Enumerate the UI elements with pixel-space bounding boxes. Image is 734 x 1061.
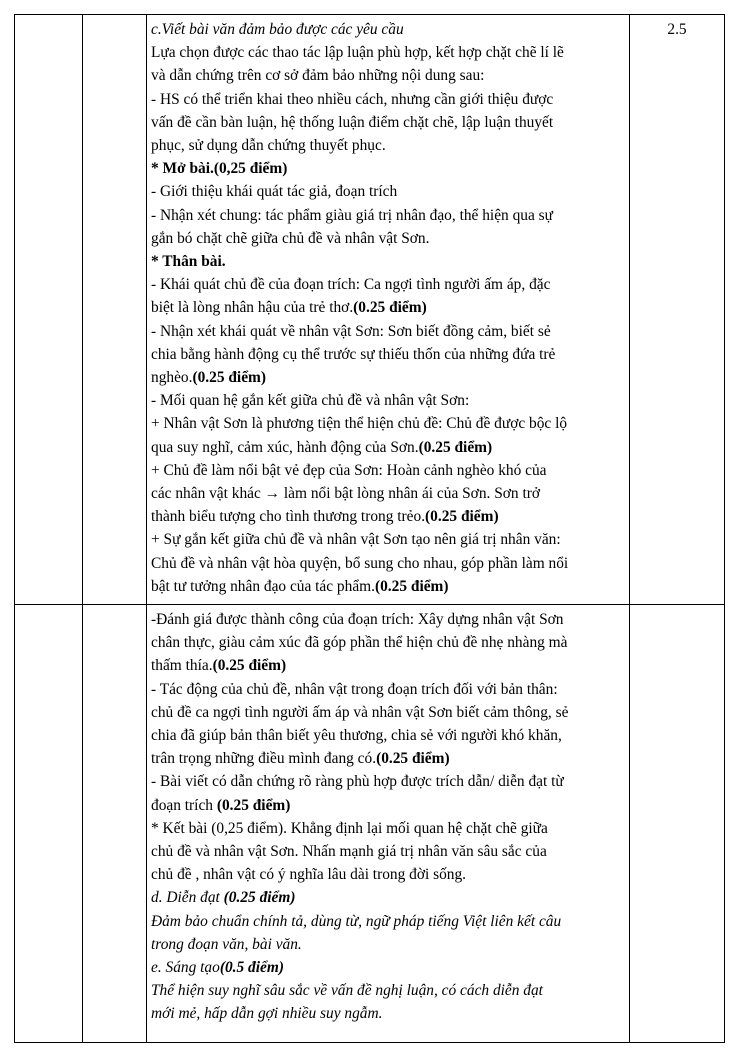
text-segment: (0.25 điểm) xyxy=(212,657,287,675)
text-segment: * Kết bài (0,25 điểm). Khẳng định lại mối quan hệ chặt chẽ giữa xyxy=(151,819,548,837)
text-segment: mới mẻ, hấp dẫn gợi nhiều suy ngẫm. xyxy=(151,1005,383,1023)
text-line xyxy=(151,701,625,724)
text-line xyxy=(151,343,625,366)
text-segment: (0.25 điểm) xyxy=(374,577,449,595)
score-cell xyxy=(630,15,725,605)
text-line xyxy=(151,886,625,909)
text-segment: c.Viết bài văn đảm bảo được các yêu cầu xyxy=(151,21,404,38)
text-line xyxy=(151,88,625,111)
text-segment: + Chủ đề làm nổi bật vẻ đẹp của Sơn: Hoàn cảnh nghèo khó của xyxy=(151,461,547,479)
text-line xyxy=(151,227,625,250)
text-line xyxy=(151,134,625,157)
text-segment: - Bài viết có dẫn chứng rõ ràng phù hợp được trích dẫn/ diễn đạt từ xyxy=(151,773,564,791)
text-segment: e. Sáng tạo xyxy=(151,959,220,977)
text-line xyxy=(151,180,625,203)
text-segment: + Sự gắn kết giữa chủ đề và nhân vật Sơn tạo nên giá trị nhân văn: xyxy=(151,531,561,549)
text-line xyxy=(151,979,625,1002)
text-line xyxy=(151,412,625,435)
text-line xyxy=(151,631,625,654)
content-cell xyxy=(147,15,630,605)
text-line xyxy=(151,204,625,227)
text-line xyxy=(151,505,625,528)
text-segment: Đảm bảo chuẩn chính tả, dùng từ, ngữ pháp tiếng Việt liên kết câu xyxy=(151,912,562,930)
text-segment: - Tác động của chủ đề, nhân vật trong đoạn trích đối với bản thân: xyxy=(151,680,558,698)
content-lines xyxy=(147,605,629,1042)
text-line xyxy=(151,157,625,180)
text-segment: chia đã giúp bản thân biết yêu thương, chia sẻ với người khó khăn, xyxy=(151,727,562,745)
text-line xyxy=(151,389,625,412)
text-line xyxy=(151,724,625,747)
text-line xyxy=(151,459,625,482)
text-segment: + Nhân vật Sơn là phương tiện thể hiện chủ đề: Chủ đề được bộc lộ xyxy=(151,415,568,433)
text-segment: gắn bó chặt chẽ giữa chủ đề và nhân vật Sơn. xyxy=(151,229,430,247)
text-line xyxy=(151,654,625,677)
text-line xyxy=(151,111,625,134)
text-segment: Chủ đề và nhân vật hòa quyện, bổ sung cho nhau, góp phần làm nổi xyxy=(151,554,569,572)
text-segment: chủ đề , nhân vật có ý nghĩa lâu dài trong đời sống. xyxy=(151,866,467,884)
text-segment: nghèo. xyxy=(151,369,193,387)
text-line xyxy=(151,64,625,87)
text-segment: và dẫn chứng trên cơ sở đảm bảo những nội dung sau: xyxy=(151,67,485,85)
text-line xyxy=(151,320,625,343)
text-line xyxy=(151,817,625,840)
content-lines xyxy=(147,15,629,604)
empty-cell-item xyxy=(83,15,147,605)
text-line xyxy=(151,482,625,505)
text-line xyxy=(151,552,625,575)
text-segment: Lựa chọn được các thao tác lập luận phù hợp, kết hợp chặt chẽ lí lẽ xyxy=(151,44,564,62)
text-segment: - Giới thiệu khái quát tác giả, đoạn trích xyxy=(151,183,398,201)
text-line xyxy=(151,528,625,551)
text-line xyxy=(151,794,625,817)
text-segment: chân thực, giàu cảm xúc đã góp phần thể hiện chủ đề nhẹ nhàng mà xyxy=(151,634,568,652)
text-line xyxy=(151,436,625,459)
rubric-row-writing-requirements xyxy=(15,15,725,605)
text-segment: - HS có thể triển khai theo nhiều cách, nhưng cần giới thiệu được xyxy=(151,90,554,108)
text-segment: - Nhận xét chung: tác phẩm giàu giá trị nhân đạo, thể hiện qua sự xyxy=(151,206,553,224)
text-line xyxy=(151,956,625,979)
text-line xyxy=(151,575,625,598)
text-line xyxy=(151,678,625,701)
text-segment: (0.25 điểm) xyxy=(425,508,499,526)
text-segment: (0.25 điểm) xyxy=(192,369,266,387)
text-segment: * Mở bài.(0,25 điểm) xyxy=(151,160,288,178)
text-line xyxy=(151,770,625,793)
text-segment: chủ đề ca ngợi tình người ấm áp và nhân vật Sơn biết cảm thông, sẻ xyxy=(151,703,569,721)
text-line xyxy=(151,296,625,319)
rubric-row-continuation xyxy=(15,605,725,1043)
text-segment: phục, sử dụng dẫn chứng thuyết phục. xyxy=(151,137,386,155)
text-segment: qua suy nghĩ, cảm xúc, hành động của Sơn. xyxy=(151,438,419,456)
text-line xyxy=(151,608,625,631)
text-segment: - Mối quan hệ gắn kết giữa chủ đề và nhân vật Sơn: xyxy=(151,392,470,410)
text-segment: (0.25 điểm) xyxy=(223,889,296,907)
text-line xyxy=(151,910,625,933)
text-segment: - Khái quát chủ đề của đoạn trích: Ca ngợi tình người ấm áp, đặc xyxy=(151,276,551,294)
text-segment: (0.5 điểm) xyxy=(219,959,284,977)
text-line xyxy=(151,840,625,863)
text-segment: (0.25 điểm) xyxy=(353,299,427,317)
text-segment: trân trọng những điều mình đang có. xyxy=(151,750,377,768)
text-line xyxy=(151,273,625,296)
text-segment: (0.25 điểm) xyxy=(376,750,450,768)
text-segment: đoạn trích xyxy=(151,796,217,814)
text-segment: chủ đề và nhân vật Sơn. Nhấn mạnh giá trị nhân văn sâu sắc của xyxy=(151,843,547,861)
text-segment: Thể hiện suy nghĩ sâu sắc về vấn đề nghị luận, có cách diễn đạt xyxy=(151,982,543,1000)
text-line xyxy=(151,250,625,273)
text-segment: thành biểu tượng cho tình thương trong trẻo. xyxy=(151,508,426,526)
empty-cell-section xyxy=(15,605,83,1043)
text-segment: - Nhận xét khái quát về nhân vật Sơn: Sơn biết đồng cảm, biết sẻ xyxy=(151,322,551,340)
text-segment: d. Diễn đạt xyxy=(151,889,224,907)
text-line xyxy=(151,41,625,64)
text-segment: (0.25 điểm) xyxy=(418,438,493,456)
score-value: 2.5 xyxy=(667,21,687,38)
text-line xyxy=(151,18,625,41)
empty-cell-section xyxy=(15,15,83,605)
text-segment: bật tư tưởng nhân đạo của tác phẩm. xyxy=(151,577,375,595)
content-cell xyxy=(147,605,630,1043)
text-line xyxy=(151,933,625,956)
text-segment: -Đánh giá được thành công của đoạn trích: Xây dựng nhân vật Sơn xyxy=(151,611,564,628)
text-segment: * Thân bài. xyxy=(151,253,226,271)
grading-rubric-table xyxy=(14,14,725,1043)
text-segment: trong đoạn văn, bài văn. xyxy=(151,935,302,953)
text-segment: biệt là lòng nhân hậu của trẻ thơ. xyxy=(151,299,354,317)
empty-cell-item xyxy=(83,605,147,1043)
text-segment: vấn đề cần bàn luận, hệ thống luận điểm chặt chẽ, lập luận thuyết xyxy=(151,113,554,131)
text-segment: chia bằng hành động cụ thể trước sự thiếu thốn của những đứa trẻ xyxy=(151,345,556,363)
text-segment: thấm thía. xyxy=(151,657,213,675)
score-cell-empty xyxy=(630,605,725,1043)
text-segment: (0.25 điểm) xyxy=(216,796,291,814)
text-line xyxy=(151,366,625,389)
text-line xyxy=(151,863,625,886)
text-line xyxy=(151,1002,625,1025)
text-segment: các nhân vật khác → làm nổi bật lòng nhân ái của Sơn. Sơn trở xyxy=(151,485,540,503)
text-line xyxy=(151,747,625,770)
